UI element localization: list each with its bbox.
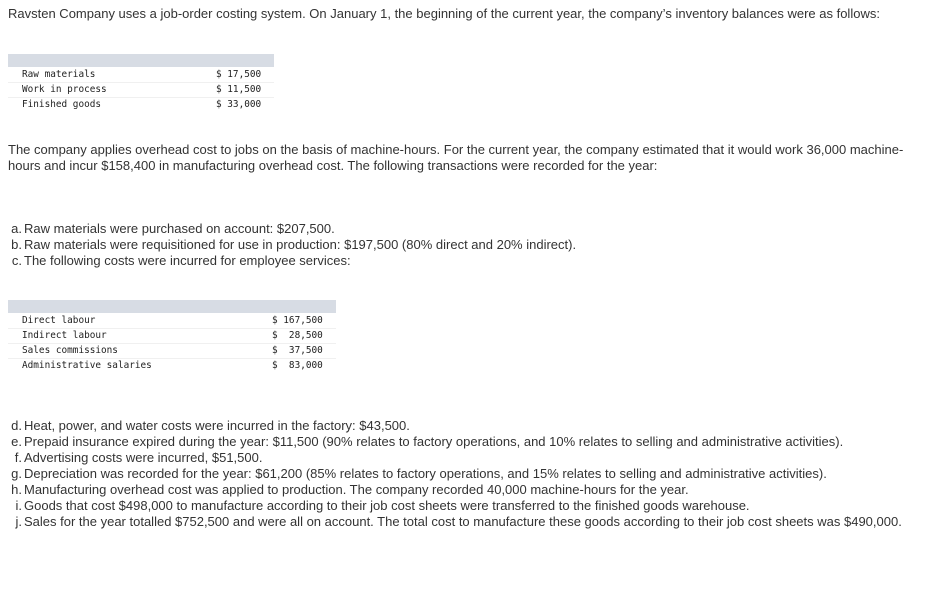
- row-label: Administrative salaries: [22, 360, 152, 371]
- row-value: $ 28,500: [272, 330, 323, 341]
- item-marker: e.: [11, 434, 22, 449]
- table-row: [8, 83, 274, 98]
- item-text: Heat, power, and water costs were incurred in the factory: $43,500.: [24, 418, 410, 433]
- item-marker: d.: [11, 418, 22, 433]
- table-header-bar: [8, 54, 274, 67]
- row-value: $ 37,500: [272, 345, 323, 356]
- table-row: [8, 344, 336, 359]
- list-item: [8, 418, 913, 434]
- table-row: [8, 329, 336, 344]
- list-item: [8, 253, 913, 269]
- item-marker: h.: [11, 482, 22, 497]
- item-marker: g.: [11, 466, 22, 481]
- item-text: Prepaid insurance expired during the year: $11,500 (90% relates to factory operations, and 10% relates to selling and administrative activities).: [24, 434, 844, 449]
- row-label: Direct labour: [22, 315, 96, 326]
- row-value: $ 17,500: [216, 69, 262, 80]
- table-header-bar: [8, 300, 336, 313]
- list-item: [8, 434, 913, 450]
- row-label: Sales commissions: [22, 345, 118, 356]
- item-marker: a.: [11, 221, 22, 236]
- transactions-list-a: [8, 221, 913, 269]
- row-value: $ 83,000: [272, 360, 323, 371]
- row-label: Finished goods: [22, 99, 102, 110]
- list-item: [8, 482, 913, 498]
- inventory-balances-table: [8, 54, 274, 112]
- item-text: Goods that cost $498,000 to manufacture according to their job cost sheets were transferred to the finished goods warehouse.: [24, 498, 750, 513]
- list-item: [8, 466, 913, 482]
- item-text: Manufacturing overhead cost was applied to production. The company recorded 40,000 machine-hours for the year.: [24, 482, 689, 497]
- item-text: Depreciation was recorded for the year: $61,200 (85% relates to factory operations, and 15% relates to selling and administrative activities).: [24, 466, 827, 481]
- row-value: $ 11,500: [216, 84, 262, 95]
- item-marker: f.: [14, 450, 22, 465]
- item-text: Advertising costs were incurred, $51,500.: [24, 450, 263, 465]
- item-marker: c.: [11, 253, 22, 268]
- intro-paragraph: Ravsten Company uses a job-order costing system. On January 1, the beginning of the current year, the company’s inventory balances were as follows:: [8, 6, 880, 21]
- overhead-paragraph: The company applies overhead cost to jobs on the basis of machine-hours. For the current year, the company estimated that it would work 36,000 machine-hours and incur $158,400 in manufacturing overhead cost. The following transactions were recorded for the year:: [8, 142, 904, 173]
- row-label: Indirect labour: [22, 330, 107, 341]
- list-item: [8, 514, 913, 530]
- row-label: Work in process: [22, 84, 107, 95]
- item-text: The following costs were incurred for employee services:: [24, 253, 351, 268]
- table-row: [8, 359, 336, 373]
- table-row: [8, 98, 274, 112]
- item-marker: i.: [15, 498, 22, 513]
- list-item: [8, 237, 913, 253]
- table-row: [8, 314, 336, 329]
- item-text: Raw materials were requisitioned for use in production: $197,500 (80% direct and 20% indirect).: [24, 237, 577, 252]
- row-value: $ 167,500: [272, 315, 323, 326]
- list-item: [8, 450, 913, 466]
- item-marker: j.: [15, 514, 22, 529]
- row-label: Raw materials: [22, 69, 96, 80]
- list-item: [8, 498, 913, 514]
- item-marker: b.: [11, 237, 22, 252]
- item-text: Sales for the year totalled $752,500 and were all on account. The total cost to manufacture these goods according to their job cost sheets was $490,000.: [24, 514, 902, 529]
- table-row: [8, 68, 274, 83]
- employee-costs-table: [8, 300, 336, 373]
- list-item: [8, 221, 913, 237]
- item-text: Raw materials were purchased on account: $207,500.: [24, 221, 335, 236]
- row-value: $ 33,000: [216, 99, 262, 110]
- transactions-list-b: [8, 418, 913, 530]
